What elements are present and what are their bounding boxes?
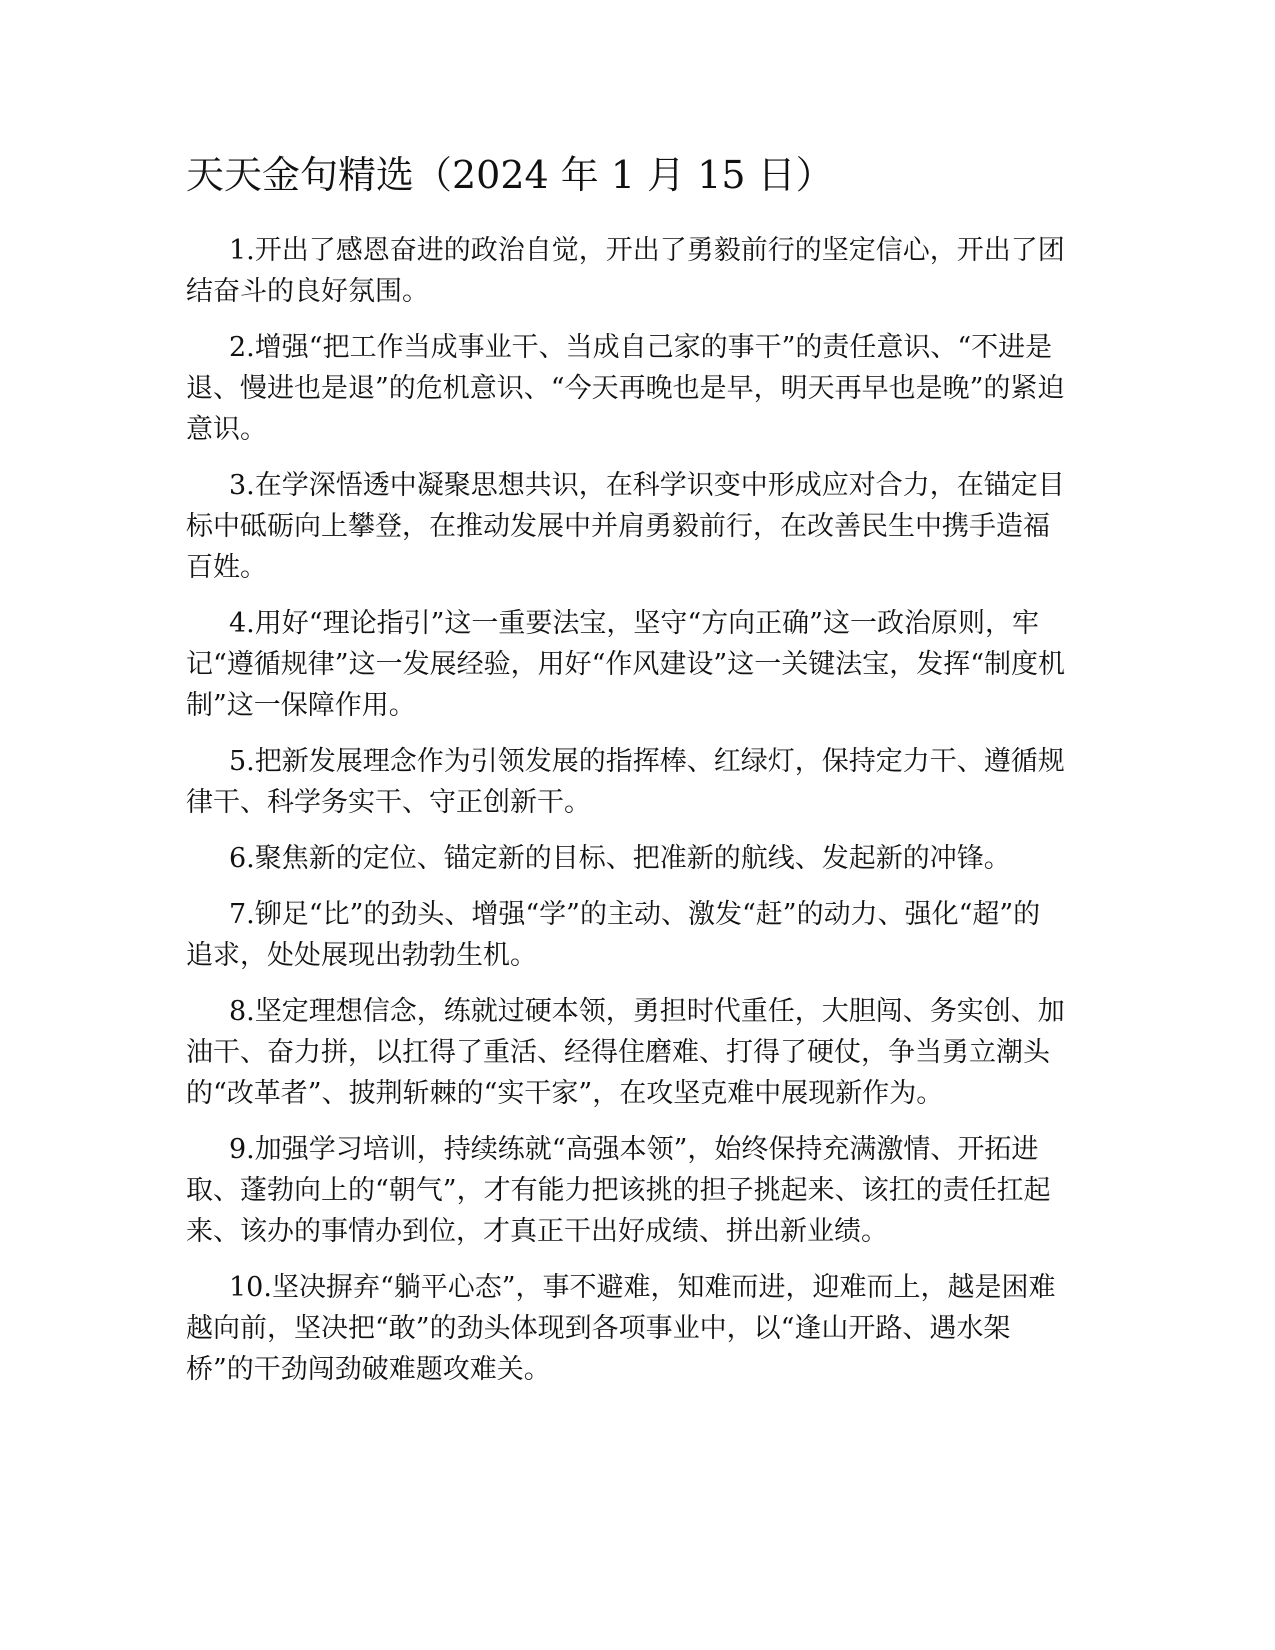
quote-item-9: 9.加强学习培训，持续练就“高强本领”，始终保持充满激情、开拓进取、蓬勃向上的“朝气”，才有能力把该挑的担子挑起来、该扛的责任扛起来、该办的事情办到位，才真正干出好成绩、拼出新业绩。 xyxy=(186,1134,1051,1247)
quote-item-7: 7.铆足“比”的劲头、增强“学”的主动、激发“赶”的动力、强化“超”的追求，处处展现出勃勃生机。 xyxy=(186,899,1041,971)
quote-item-8: 8.坚定理想信念，练就过硬本领，勇担时代重任，大胆闯、务实创、加油干、奋力拼，以扛得了重活、经得住磨难、打得了硬仗，争当勇立潮头的“改革者”、披荆斩棘的“实干家”，在攻坚克难中展现新作为。 xyxy=(186,996,1065,1109)
page-title: 天天金句精选（2024 年 1 月 15 日） xyxy=(186,153,834,197)
quote-item-5: 5.把新发展理念作为引领发展的指挥棒、红绿灯，保持定力干、遵循规律干、科学务实干、守正创新干。 xyxy=(186,746,1065,818)
quote-item-3: 3.在学深悟透中凝聚思想共识，在科学识变中形成应对合力，在锚定目标中砥砺向上攀登，在推动发展中并肩勇毅前行，在改善民生中携手造福百姓。 xyxy=(186,470,1065,583)
quote-item-2: 2.增强“把工作当成事业干、当成自己家的事干”的责任意识、“不进是退、慢进也是退”的危机意识、“今天再晚也是早，明天再早也是晚”的紧迫意识。 xyxy=(186,332,1065,445)
quote-item-4: 4.用好“理论指引”这一重要法宝，坚守“方向正确”这一政治原则，牢记“遵循规律”这一发展经验，用好“作风建设”这一关键法宝，发挥“制度机制”这一保障作用。 xyxy=(186,608,1066,721)
quote-item-1: 1.开出了感恩奋进的政治自觉，开出了勇毅前行的坚定信心，开出了团结奋斗的良好氛围。 xyxy=(186,235,1065,307)
document-page xyxy=(186,150,1066,1405)
quote-item-10: 10.坚决摒弃“躺平心态”，事不避难，知难而进，迎难而上，越是困难越向前，坚决把“敢”的劲头体现到各项事业中，以“逢山开路、遇水架桥”的干劲闯劲破难题攻难关。 xyxy=(186,1272,1056,1385)
quote-item-6: 6.聚焦新的定位、锚定新的目标、把准新的航线、发起新的冲锋。 xyxy=(229,843,1011,874)
